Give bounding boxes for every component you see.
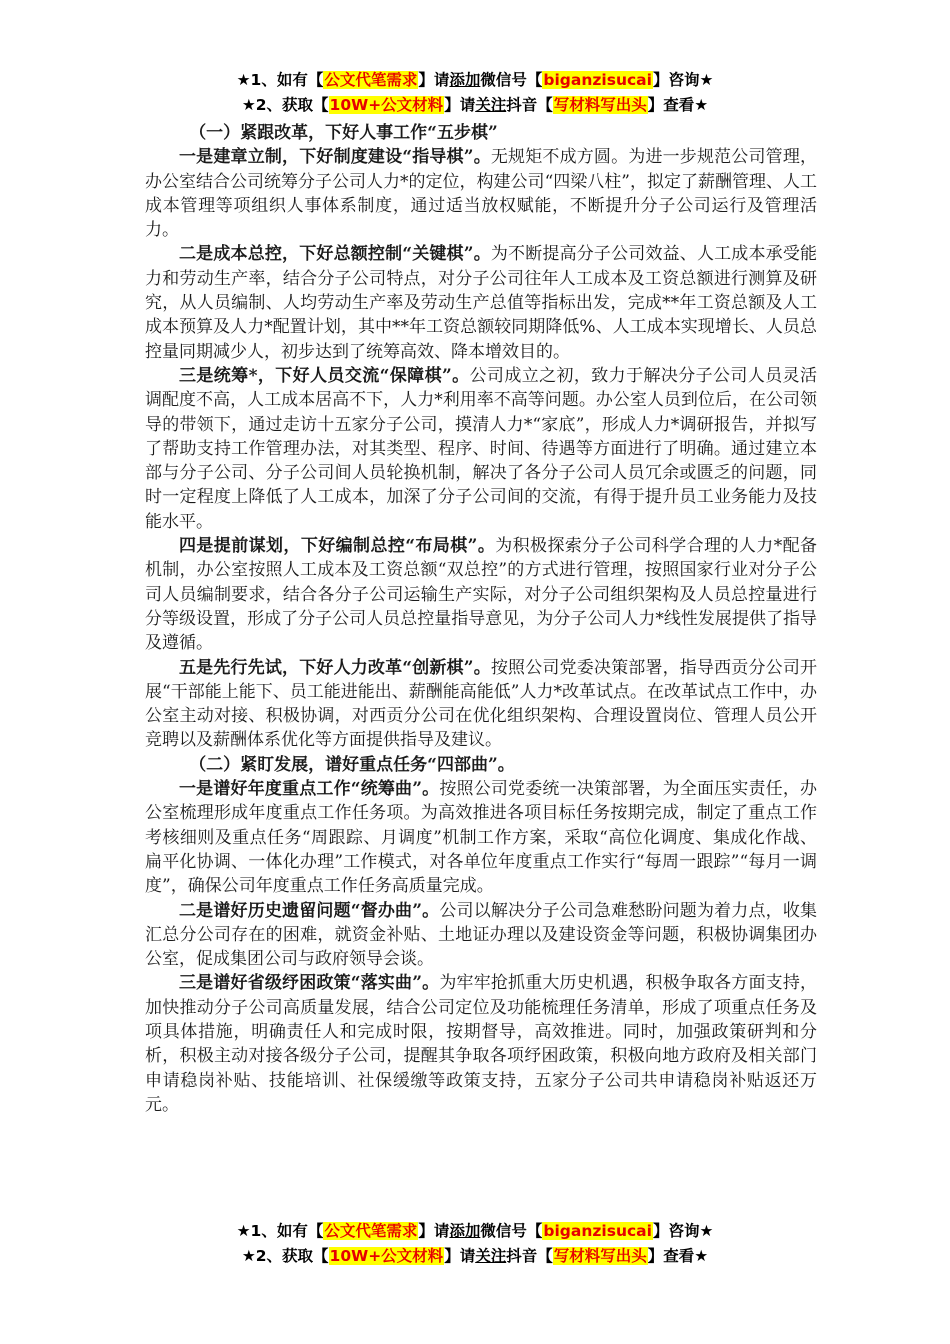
promo-line-1 <box>0 69 950 91</box>
section-2-heading: （二）紧盯发展，谱好重点任务“四部曲”。 <box>189 754 515 775</box>
promo-2-highlight-douyin: 写材料写出头 <box>553 96 647 114</box>
section-1-paragraph-4 <box>145 534 817 655</box>
promo-2-highlight-douyin: 写材料写出头 <box>553 1247 647 1265</box>
paragraph-body: 公司以解决分子公司急难愁盼问题为着力点，收集汇总分公司存在的困难，就资金补贴、土地证办理以及建设资金等问题，积极协调集团办公室，促成集团公司与政府领导会谈。 <box>145 900 817 970</box>
paragraph-lead: 三是统筹*，下好人员交流“保障棋”。 <box>179 365 470 386</box>
promo-line-2 <box>0 94 950 116</box>
promo-line-2-footer <box>0 1245 950 1267</box>
paragraph-lead: 五是先行先试，下好人力改革“创新棋”。 <box>179 657 491 678</box>
promo-2-suffix: 】查看★ <box>647 1247 709 1265</box>
promo-2-prefix: ★2、获取【 <box>241 1247 329 1265</box>
promo-2-prefix: ★2、获取【 <box>241 96 329 114</box>
promo-1-mid2: 微信号【 <box>480 1222 543 1240</box>
promo-1-underline: 添加 <box>449 71 481 89</box>
promo-1-suffix: 】咨询★ <box>652 71 714 89</box>
section-1-heading: （一）紧跟改革，下好人事工作“五步棋” <box>189 123 498 143</box>
promo-2-underline: 关注 <box>475 96 507 114</box>
promo-1-underline: 添加 <box>449 1222 481 1240</box>
section-1-paragraph-1 <box>145 145 817 242</box>
promo-2-suffix: 】查看★ <box>647 96 709 114</box>
promo-1-prefix: ★1、如有【 <box>236 1222 324 1240</box>
promo-1-highlight-service: 公文代笔需求 <box>324 1222 418 1240</box>
section-1-paragraph-2 <box>145 242 817 363</box>
section-1-paragraph-3 <box>145 364 817 534</box>
paragraph-body: 无规矩不成方圆。为进一步规范公司管理，办公室结合公司统筹分子公司人力*的定位，构建公司“四梁八柱”，拟定了薪酬管理、人工成本管理等项组织人事体系制度，通过适当放权赋能，不断提升分子公司运行及管理活力。 <box>145 147 818 241</box>
document-body <box>145 121 817 1117</box>
paragraph-body: 公司成立之初，致力于解决分子公司人员灵活调配度不高，人工成本居高不下，人力*利用率不高等问题。办公室人员到位后，在公司领导的带领下，通过走访十五家分子公司，摸清人力*“家底”，形成人力*调研报告，并拟写了帮助支持工作管理办法，对其类型、程序、时间、待遇等方面进行了明确。通过建立本部与分子公司、分子公司间人员轮换机制，解决了各分子公司人员冗余或匮乏的问题，同时一定程度上降低了人工成本，加深了分子公司间的交流，有得于提升员工业务能力及技能水平。 <box>145 365 818 532</box>
promo-1-suffix: 】咨询★ <box>652 1222 714 1240</box>
section-2-paragraph-3 <box>145 971 817 1117</box>
section-2-paragraph-2 <box>145 899 817 972</box>
promo-line-1-footer <box>0 1220 950 1242</box>
promo-1-mid2: 微信号【 <box>480 71 543 89</box>
promo-1-highlight-wechat: biganzisucai <box>543 1222 652 1240</box>
promo-2-mid2: 抖音【 <box>506 96 553 114</box>
paragraph-lead: 二是成本总控，下好总额控制“关键棋”。 <box>179 244 491 265</box>
promo-2-mid: 】请 <box>444 1247 476 1265</box>
paragraph-body: 为牢牢抢抓重大历史机遇，积极争取各方面支持，加快推动分子公司高质量发展，结合公司定位及功能梳理任务清单，形成了项重点任务及项具体措施，明确责任人和完成时限，按期督导，高效推进。同时，加强政策研判和分析，积极主动对接各级分子公司，提醒其争取各项纾困政策，积极向地方政府及相关部门申请稳岗补贴、技能培训、社保缓缴等政策支持，五家分子公司共申请稳岗补贴返还万元。 <box>145 973 817 1115</box>
paragraph-body: 按照公司党委统一决策部署，为全面压实责任，办公室梳理形成年度重点工作任务项。为高效推进各项目标任务按期完成，制定了重点工作考核细则及重点任务“周跟踪、月调度”机制工作方案，采取“高位化调度、集成化作战、扁平化协调、一体化办理”工作模式，对各单位年度重点工作实行“每周一跟踪”“每月一调度”，确保公司年度重点工作任务高质量完成。 <box>145 779 817 897</box>
paragraph-lead: 二是谱好历史遗留问题“督办曲”。 <box>179 900 440 921</box>
paragraph-lead: 一是建章立制，下好制度建设“指导棋”。 <box>179 147 491 168</box>
section-1-paragraph-5 <box>145 656 817 753</box>
promo-1-highlight-wechat: biganzisucai <box>543 71 652 89</box>
section-2-paragraph-1 <box>145 777 817 898</box>
paragraph-lead: 四是提前谋划，下好编制总控“布局棋”。 <box>179 536 496 557</box>
promo-2-underline: 关注 <box>475 1247 507 1265</box>
promo-2-highlight-materials: 10W+公文材料 <box>329 1247 444 1265</box>
paragraph-body: 按照公司党委决策部署，指导西贡分公司开展“干部能上能下、员工能进能出、薪酬能高能低”人力*改革试点。在改革试点工作中，办公室主动对接、积极协调，对西贡分公司在优化组织架构、合理设置岗位、管理人员公开竞聘以及薪酬体系优化等方面提供指导及建议。 <box>145 657 818 751</box>
paragraph-body: 为不断提高分子公司效益、人工成本承受能力和劳动生产率，结合分子公司特点，对分子公司往年人工成本及工资总额进行测算及研究，从人员编制、人均劳动生产率及劳动生产总值等指标出发，完成**年工资总额及人工成本预算及人力*配置计划，其中**年工资总额较同期降低%、人工成本实现增长、人员总控量同期减少人，初步达到了统筹高效、降本增效目的。 <box>145 244 818 362</box>
paragraph-lead: 一是谱好年度重点工作“统筹曲”。 <box>179 779 440 800</box>
paragraph-body: 为积极探索分子公司科学合理的人力*配备机制，办公室按照人工成本及工资总额“双总控”的方式进行管理，按照国家行业对分子公司人员编制要求，结合各分子公司运输生产实际，对分子公司组织架构及人员总控量进行分等级设置，形成了分子公司人员总控量指导意见，为分子公司人力*线性发展提供了指导及遵循。 <box>145 536 818 654</box>
promo-1-mid: 】请 <box>418 71 450 89</box>
promo-1-mid: 】请 <box>418 1222 450 1240</box>
paragraph-lead: 三是谱好省级纾困政策“落实曲”。 <box>179 973 440 994</box>
promo-2-mid: 】请 <box>444 96 476 114</box>
promo-2-highlight-materials: 10W+公文材料 <box>329 96 444 114</box>
promo-2-mid2: 抖音【 <box>506 1247 553 1265</box>
promo-1-prefix: ★1、如有【 <box>236 71 324 89</box>
promo-1-highlight-service: 公文代笔需求 <box>324 71 418 89</box>
